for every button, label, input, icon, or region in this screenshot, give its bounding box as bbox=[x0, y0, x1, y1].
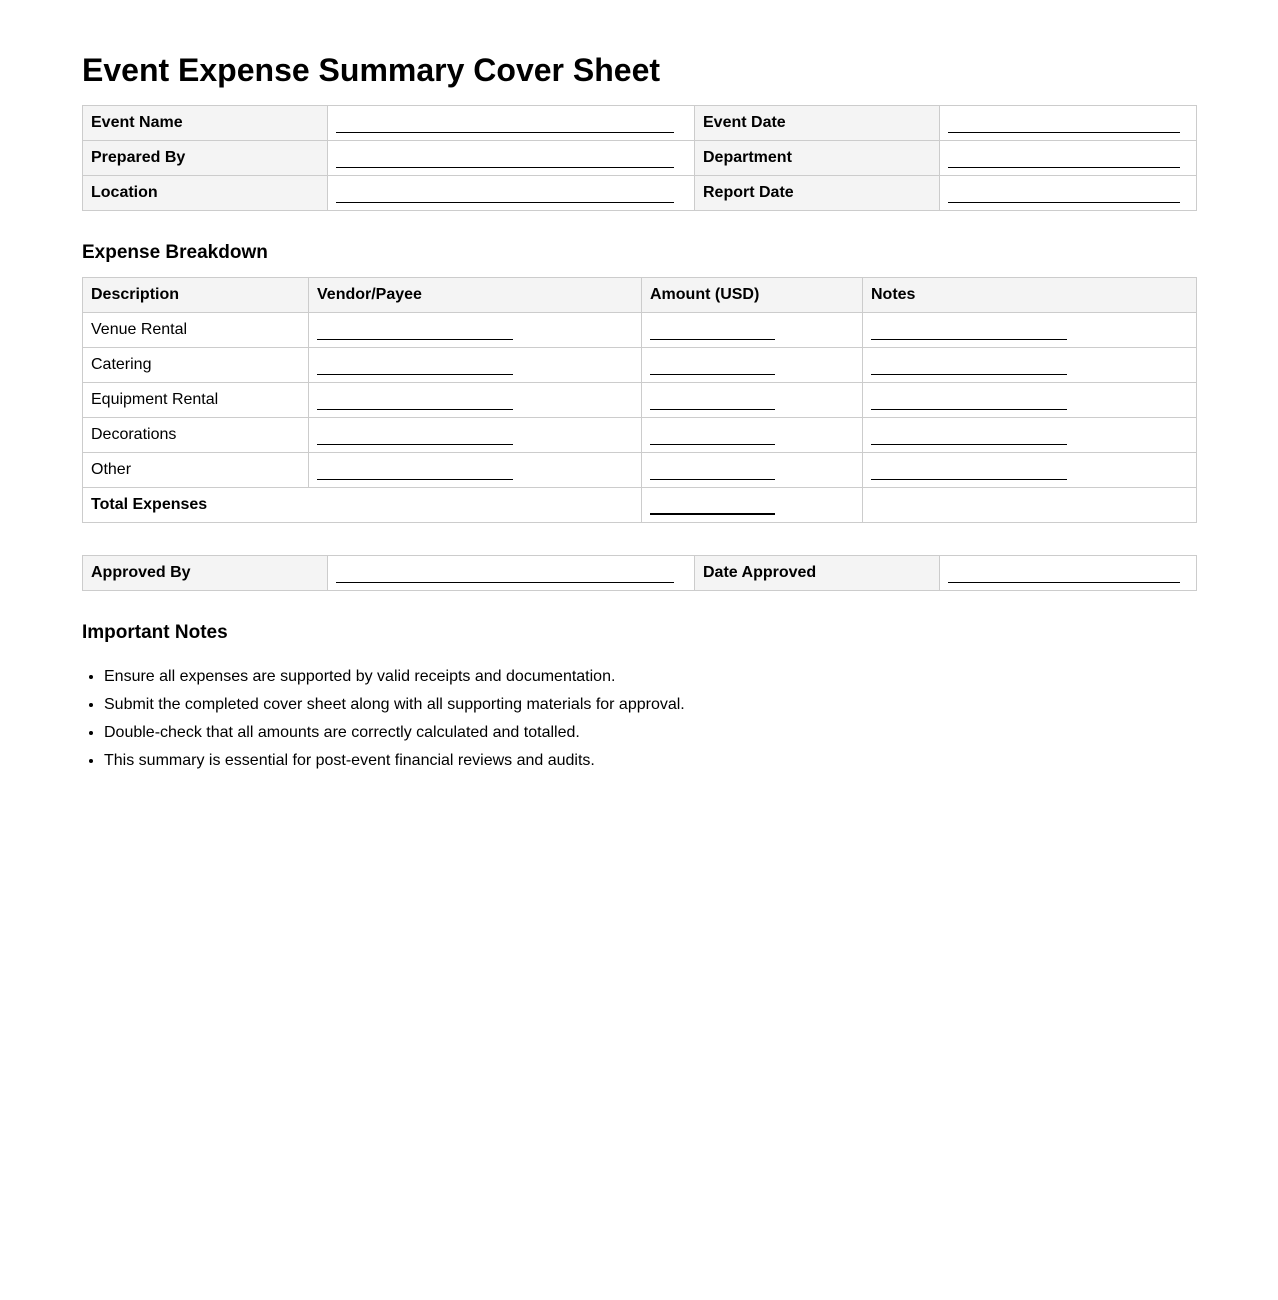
table-row bbox=[83, 418, 1197, 453]
notes-list bbox=[82, 663, 685, 775]
page-title: Event Expense Summary Cover Sheet bbox=[82, 52, 661, 88]
date-approved-field[interactable] bbox=[940, 556, 1197, 591]
amount-field[interactable] bbox=[642, 348, 863, 383]
amount-field[interactable] bbox=[642, 453, 863, 488]
table-row bbox=[83, 453, 1197, 488]
notes-field[interactable] bbox=[863, 383, 1197, 418]
approved-by-field[interactable] bbox=[328, 556, 695, 591]
prepared-by-label: Prepared By bbox=[83, 141, 328, 176]
list-item: • Double-check that all amounts are correctly calculated and totalled. bbox=[104, 719, 685, 747]
location-label: Location bbox=[83, 176, 328, 211]
date-approved-label: Date Approved bbox=[695, 556, 940, 591]
location-field[interactable] bbox=[328, 176, 695, 211]
event-name-field[interactable] bbox=[328, 106, 695, 141]
report-date-field[interactable] bbox=[940, 176, 1197, 211]
list-item: • Submit the completed cover sheet along with all supporting materials for approval. bbox=[104, 691, 685, 719]
info-row-event-name bbox=[83, 106, 1197, 141]
vendor-field[interactable] bbox=[309, 348, 642, 383]
table-row bbox=[83, 348, 1197, 383]
notes-field[interactable] bbox=[863, 348, 1197, 383]
vendor-field[interactable] bbox=[309, 383, 642, 418]
notes-field[interactable] bbox=[863, 313, 1197, 348]
total-expenses-label: Total Expenses bbox=[83, 488, 642, 523]
event-info-table bbox=[82, 105, 1197, 211]
department-field[interactable] bbox=[940, 141, 1197, 176]
column-header-vendor: Vendor/Payee bbox=[309, 278, 642, 313]
info-row-prepared-by bbox=[83, 141, 1197, 176]
total-row bbox=[83, 488, 1197, 523]
list-item: • Ensure all expenses are supported by valid receipts and documentation. bbox=[104, 663, 685, 691]
notes-field[interactable] bbox=[863, 453, 1197, 488]
expense-description: Venue Rental bbox=[83, 313, 309, 348]
event-date-label: Event Date bbox=[695, 106, 940, 141]
expense-description: Catering bbox=[83, 348, 309, 383]
expense-table bbox=[82, 277, 1197, 523]
table-row bbox=[83, 383, 1197, 418]
event-date-field[interactable] bbox=[940, 106, 1197, 141]
list-item: • This summary is essential for post-event financial reviews and audits. bbox=[104, 747, 685, 775]
amount-field[interactable] bbox=[642, 418, 863, 453]
department-label: Department bbox=[695, 141, 940, 176]
amount-field[interactable] bbox=[642, 313, 863, 348]
total-empty-cell bbox=[863, 488, 1197, 523]
vendor-field[interactable] bbox=[309, 453, 642, 488]
column-header-description: Description bbox=[83, 278, 309, 313]
notes-field[interactable] bbox=[863, 418, 1197, 453]
approved-by-label: Approved By bbox=[83, 556, 328, 591]
expense-breakdown-heading: Expense Breakdown bbox=[82, 242, 268, 263]
event-name-label: Event Name bbox=[83, 106, 328, 141]
approval-row bbox=[83, 556, 1197, 591]
approval-table bbox=[82, 555, 1197, 591]
important-notes-heading: Important Notes bbox=[82, 622, 228, 643]
info-row-location bbox=[83, 176, 1197, 211]
prepared-by-field[interactable] bbox=[328, 141, 695, 176]
amount-field[interactable] bbox=[642, 383, 863, 418]
vendor-field[interactable] bbox=[309, 313, 642, 348]
column-header-notes: Notes bbox=[863, 278, 1197, 313]
expense-header-row bbox=[83, 278, 1197, 313]
vendor-field[interactable] bbox=[309, 418, 642, 453]
column-header-amount: Amount (USD) bbox=[642, 278, 863, 313]
expense-description: Decorations bbox=[83, 418, 309, 453]
expense-description: Other bbox=[83, 453, 309, 488]
report-date-label: Report Date bbox=[695, 176, 940, 211]
total-amount-field[interactable] bbox=[642, 488, 863, 523]
table-row bbox=[83, 313, 1197, 348]
expense-description: Equipment Rental bbox=[83, 383, 309, 418]
